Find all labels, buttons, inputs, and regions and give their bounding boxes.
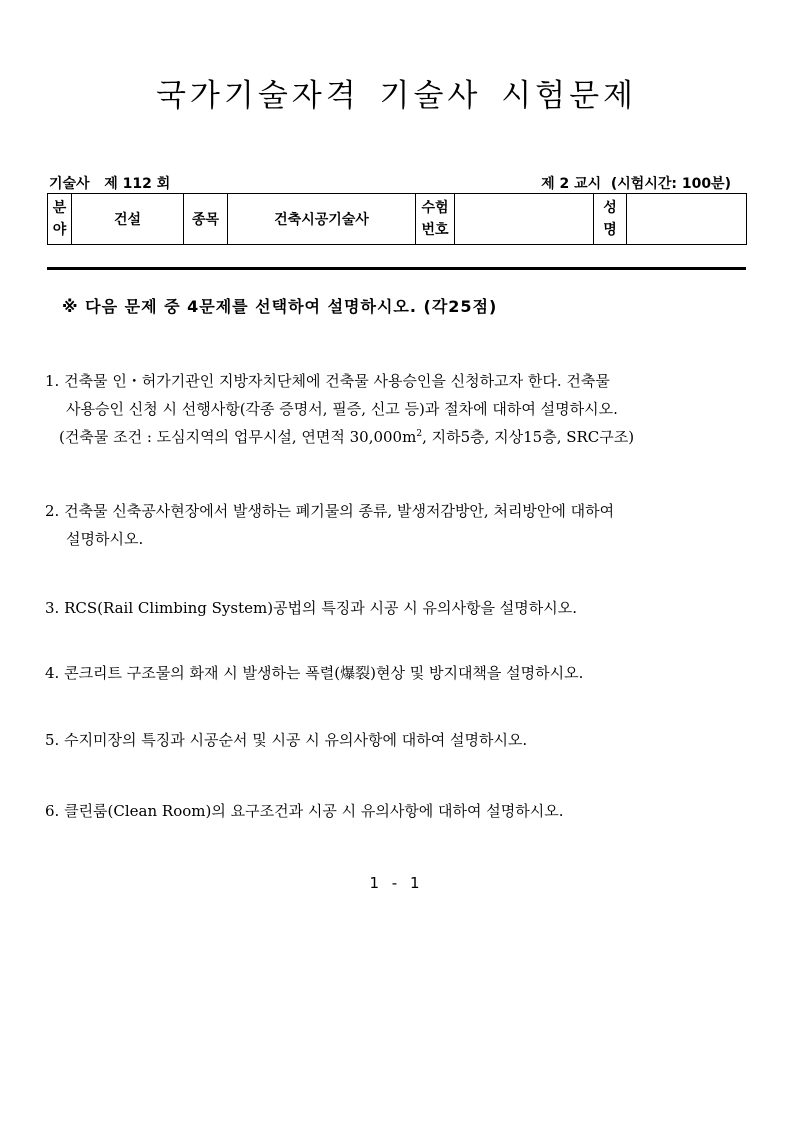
name-label-bottom: 명: [603, 222, 617, 238]
question-5-text: 5. 수지미장의 특징과 시공순서 및 시공 시 유의사항에 대하여 설명하시오.: [45, 731, 528, 749]
category-value: 건축시공기술사: [228, 194, 416, 245]
question-1-line-1: 1. 건축물 인・허가기관인 지방자치단체에 건축물 사용승인을 신청하고자 한다. 건축물: [45, 372, 610, 390]
document-title: 국가기술자격 기술사 시험문제: [155, 78, 637, 114]
question-2-line-2: 설명하시오.: [66, 530, 144, 548]
field-label-bottom: 야: [52, 222, 67, 238]
exam-no-label-bottom: 번호: [421, 222, 449, 238]
instruction-text: ※ 다음 문제 중 4문제를 선택하여 설명하시오. (각25점): [62, 297, 498, 316]
name-label-cell: [594, 194, 627, 245]
exam-period: 제 2 교시 (시험시간: 100분): [541, 176, 731, 192]
question-6-text: 6. 클린룸(Clean Room)의 요구조건과 시공 시 유의사항에 대하여 설명하시오.: [45, 802, 564, 820]
field-value: 건설: [72, 194, 184, 245]
question-4-text: 4. 콘크리트 구조물의 화재 시 발생하는 폭렬(爆裂)현상 및 방지대책을 설명하시오.: [45, 664, 584, 682]
question-3: [45, 594, 750, 622]
question-4: [45, 659, 750, 687]
question-3-text: 3. RCS(Rail Climbing System)공법의 특징과 시공 시 유의사항을 설명하시오.: [45, 599, 577, 617]
page-number: 1 - 1: [369, 874, 424, 892]
name-label-top: 성: [603, 200, 617, 216]
exam-header: [47, 173, 747, 193]
exam-session: 기술사 제 112 회: [49, 176, 171, 192]
question-1-condition: [45, 423, 750, 451]
condition-text-b: , 지하5층, 지상15층, SRC구조): [422, 428, 635, 446]
category-label: 종목: [184, 194, 228, 245]
name-value[interactable]: [627, 194, 747, 245]
header-divider: [47, 267, 746, 270]
field-label-top: 분: [52, 200, 67, 216]
question-2: [45, 497, 750, 553]
question-1: [45, 367, 750, 451]
condition-text-a: (건축물 조건 : 도심지역의 업무시설, 연면적 30,000m: [59, 428, 417, 446]
question-5: [45, 726, 750, 754]
question-6: [45, 797, 750, 825]
field-label-cell: [48, 194, 72, 245]
candidate-info-table: [47, 193, 747, 245]
exam-no-label-top: 수험: [421, 200, 449, 216]
question-2-line-1: 2. 건축물 신축공사현장에서 발생하는 폐기물의 종류, 발생저감방안, 처리방안에 대하여: [45, 502, 615, 520]
question-1-line-2: 사용승인 신청 시 선행사항(각종 증명서, 필증, 신고 등)과 절차에 대하여 설명하시오.: [66, 400, 618, 418]
area-unit-exponent: 2: [416, 429, 423, 439]
exam-no-label-cell: [416, 194, 455, 245]
exam-no-value[interactable]: [455, 194, 594, 245]
